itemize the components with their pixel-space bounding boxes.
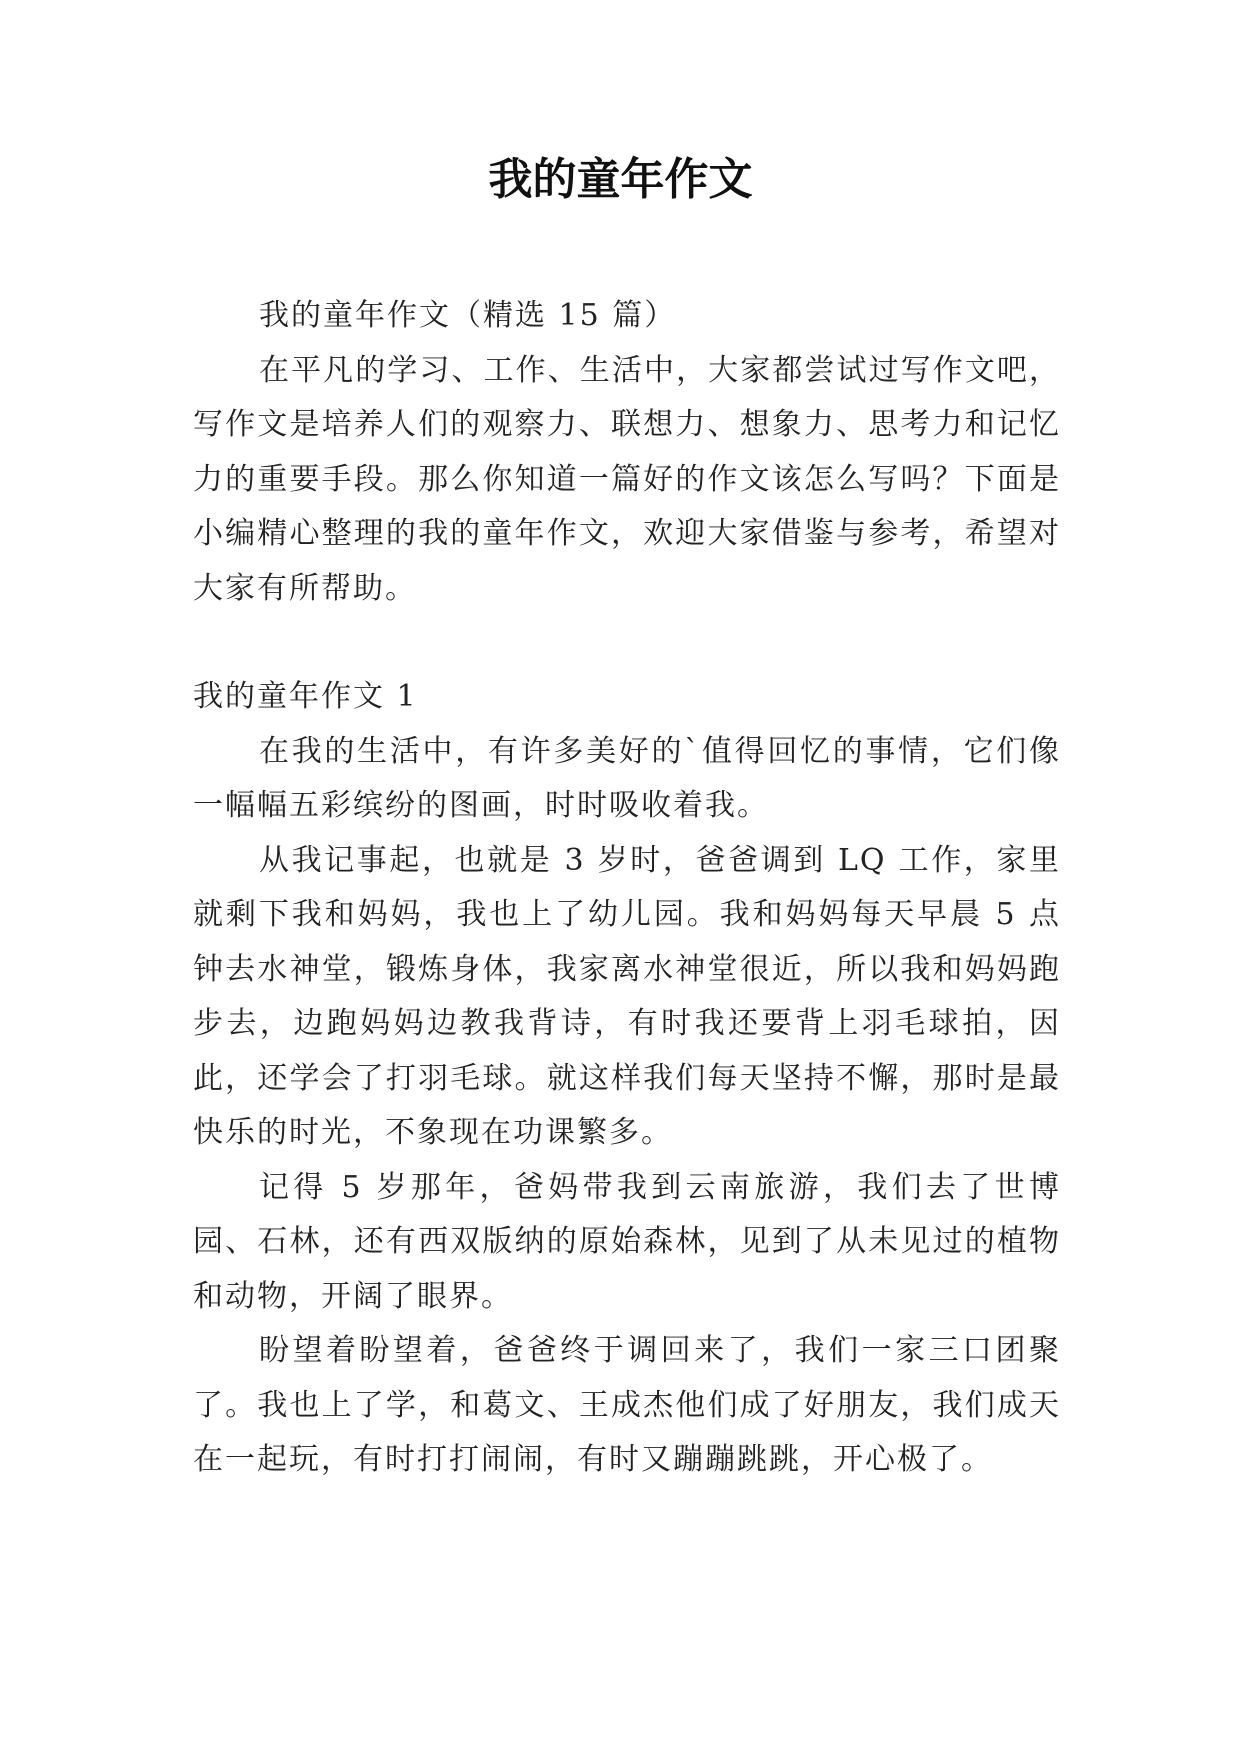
intro-paragraph: 在平凡的学习、工作、生活中，大家都尝试过写作文吧，写作文是培养人们的观察力、联想力、想象力、思考力和记忆力的重要手段。那么你知道一篇好的作文该怎么写吗？下面是小编精心整理的我的童年作文，欢迎大家借鉴与参考，希望对大家有所帮助。 [193, 352, 1061, 606]
body-paragraph: 盼望着盼望着，爸爸终于调回来了，我们一家三口团聚了。我也上了学，和葛文、王成杰他们成了好朋友，我们成天在一起玩，有时打打闹闹，有时又蹦蹦跳跳，开心极了。 [193, 1333, 1061, 1477]
section-spacer [193, 616, 1061, 670]
document-title: 我的童年作文 [488, 154, 753, 205]
section-heading: 我的童年作文 1 [193, 679, 418, 714]
document-subtitle: 我的童年作文（精选 15 篇） [259, 298, 677, 333]
body-paragraph: 在我的生活中，有许多美好的`值得回忆的事情，它们像一幅幅五彩缤纷的图画，时时吸收着我。 [193, 733, 1061, 823]
body-paragraph: 从我记事起，也就是 3 岁时，爸爸调到 LQ 工作，家里就剩下我和妈妈，我也上了幼儿园。我和妈妈每天早晨 5 点钟去水神堂，锻炼身体，我家离水神堂很近，所以我和妈妈跑步去，边跑妈妈边教我背诗，有时我还要背上羽毛球拍，因此，还学会了打羽毛球。就这样我们每天坚持不懈，那时是最快乐的时光，不象现在功课繁多。 [193, 842, 1061, 1150]
document-body [193, 289, 1061, 1488]
body-paragraph: 记得 5 岁那年，爸妈带我到云南旅游，我们去了世博园、石林，还有西双版纳的原始森林，见到了从未见过的植物和动物，开阔了眼界。 [193, 1169, 1061, 1314]
